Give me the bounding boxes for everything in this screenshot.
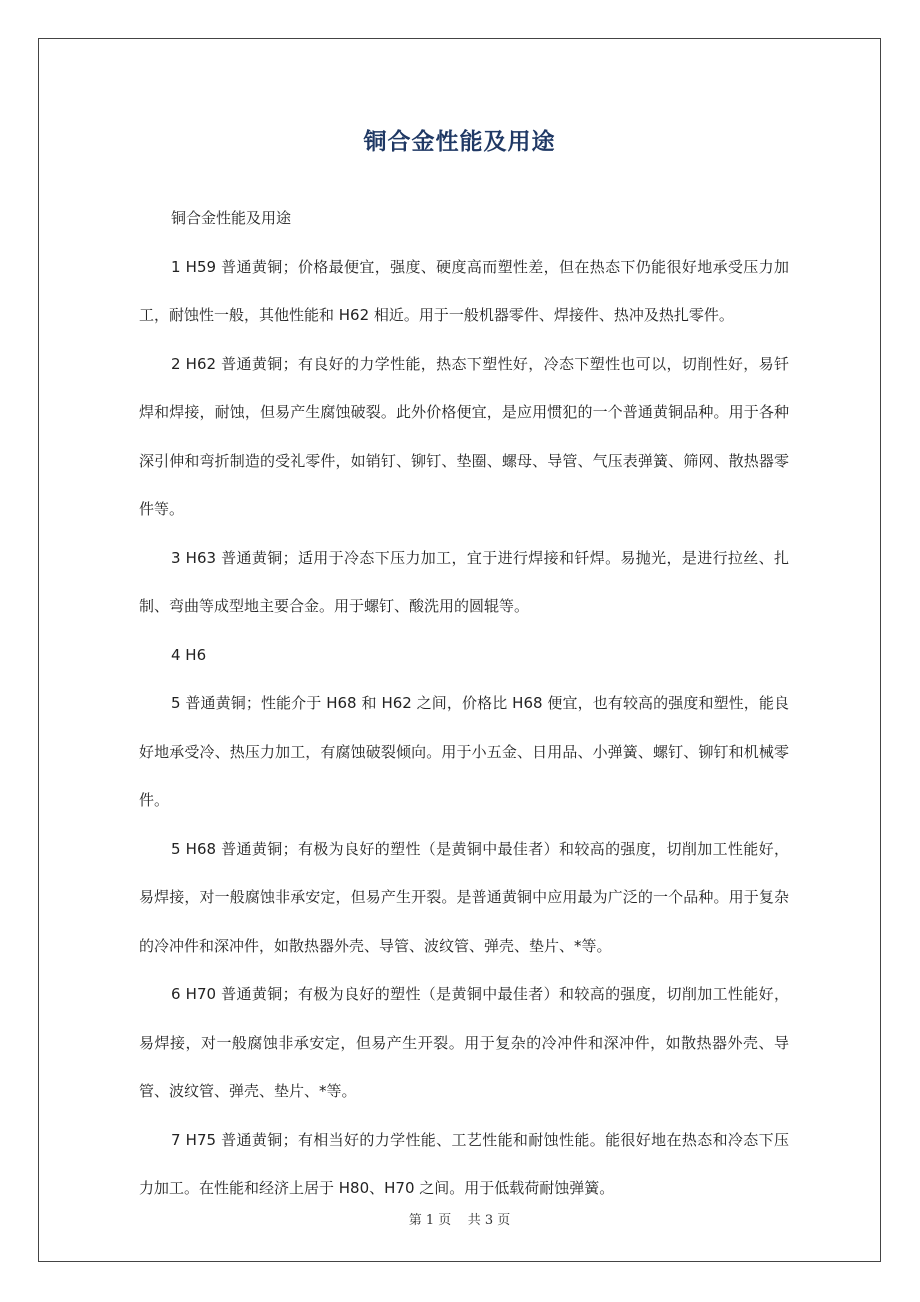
- paragraph: 4 H6: [171, 645, 207, 664]
- paragraph: 1 H59 普通黄铜；价格最便宜，强度、硬度高而塑性差，但在热态下仍能很好地承受压力加工，耐蚀性一般，其他性能和 H62 相近。用于一般机器零件、焊接件、热冲及热扎零件。: [139, 257, 789, 324]
- page-footer: 第 1 页 共 3 页: [408, 1213, 511, 1228]
- paragraph: 7 H75 普通黄铜；有相当好的力学性能、工艺性能和耐蚀性能。能很好地在热态和冷态下压力加工。在性能和经济上居于 H80、H70 之间。用于低载荷耐蚀弹簧。: [139, 1130, 789, 1197]
- paragraph: 铜合金性能及用途: [171, 209, 292, 227]
- paragraph: 3 H63 普通黄铜；适用于冷态下压力加工，宜于进行焊接和钎焊。易抛光，是进行拉丝、扎制、弯曲等成型地主要合金。用于螺钉、酸洗用的圆辊等。: [139, 548, 789, 615]
- document-body: [139, 194, 789, 1213]
- paragraph: 5 H68 普通黄铜；有极为良好的塑性（是黄铜中最佳者）和较高的强度，切削加工性能好，易焊接，对一般腐蚀非承安定，但易产生开裂。是普通黄铜中应用最为广泛的一个品种。用于复杂的冷冲件和深冲件，如散热器外壳、导管、波纹管、弹壳、垫片、*等。: [139, 839, 789, 955]
- document-page: [38, 38, 881, 1262]
- paragraph: 5 普通黄铜；性能介于 H68 和 H62 之间，价格比 H68 便宜，也有较高的强度和塑性，能良好地承受冷、热压力加工，有腐蚀破裂倾向。用于小五金、日用品、小弹簧、螺钉、铆钉和机械零件。: [139, 694, 789, 809]
- document-title: 铜合金性能及用途: [363, 129, 556, 155]
- paragraph: 6 H70 普通黄铜；有极为良好的塑性（是黄铜中最佳者）和较高的强度，切削加工性能好，易焊接，对一般腐蚀非承安定，但易产生开裂。用于复杂的冷冲件和深冲件，如散热器外壳、导管、波纹管、弹壳、垫片、*等。: [139, 985, 789, 1100]
- paragraph: 2 H62 普通黄铜；有良好的力学性能，热态下塑性好，冷态下塑性也可以，切削性好，易钎焊和焊接，耐蚀，但易产生腐蚀破裂。此外价格便宜，是应用惯犯的一个普通黄铜品种。用于各种深引伸和弯折制造的受礼零件，如销钉、铆钉、垫圈、螺母、导管、气压表弹簧、筛网、散热器零件等。: [139, 354, 789, 518]
